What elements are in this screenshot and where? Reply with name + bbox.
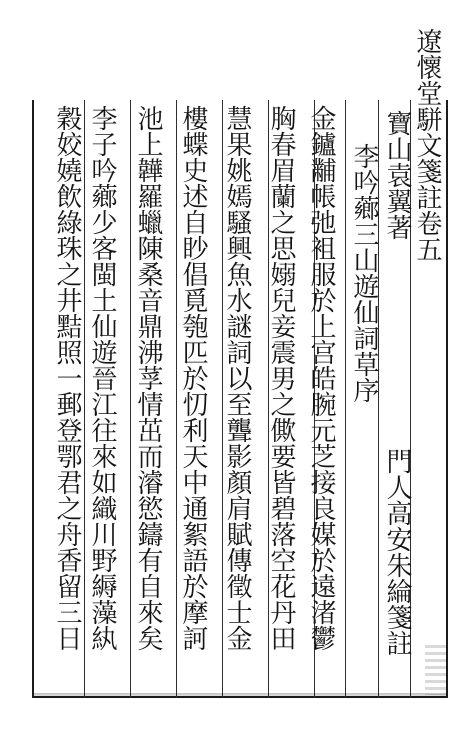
body-text-column: 穀姣嬈飲綠珠之井黠照一郵登鄂君之舟香留三日	[52, 105, 82, 651]
body-text-column: 樓蝶史述自眇倡覓匏匹於忉利天中通絮語於摩訶	[178, 105, 208, 651]
ink-smudge	[34, 693, 446, 699]
body-text-column: 池上韡羅蠟陳桑音鼎沸莩情茁而濬慾鑄有自來矣	[133, 105, 163, 651]
column-rule	[130, 100, 131, 698]
book-title-column: 遼懷堂駢文箋註卷五	[412, 28, 442, 262]
author-column: 寶山袁翼著	[382, 110, 412, 240]
body-text-column: 胸春眉蘭之思嫋兒妾震男之僛要皆碧落空花丹田	[266, 105, 296, 651]
column-rule	[345, 100, 346, 698]
faded-margin-strip	[32, 100, 54, 698]
column-rule	[84, 100, 85, 698]
annotator-column: 門人高安朱綸箋註	[382, 448, 412, 656]
body-text-column: 慧果姚嫣騷興魚水謎詞以至聾影顏肩賦傳徵士金	[222, 105, 252, 651]
body-text-column: 李子吟薌少客閩土仙遊晉江往來如織川野縟藻紈	[87, 105, 117, 651]
preface-title-column: 李吟薌三山遊仙詞草序	[349, 143, 379, 403]
ink-smudge	[425, 645, 447, 695]
body-text-column: 金鑪黼帳弛袓服於上宫皓腕元芝接良媒於遠渚鬱	[306, 105, 336, 651]
column-rule	[176, 100, 177, 698]
